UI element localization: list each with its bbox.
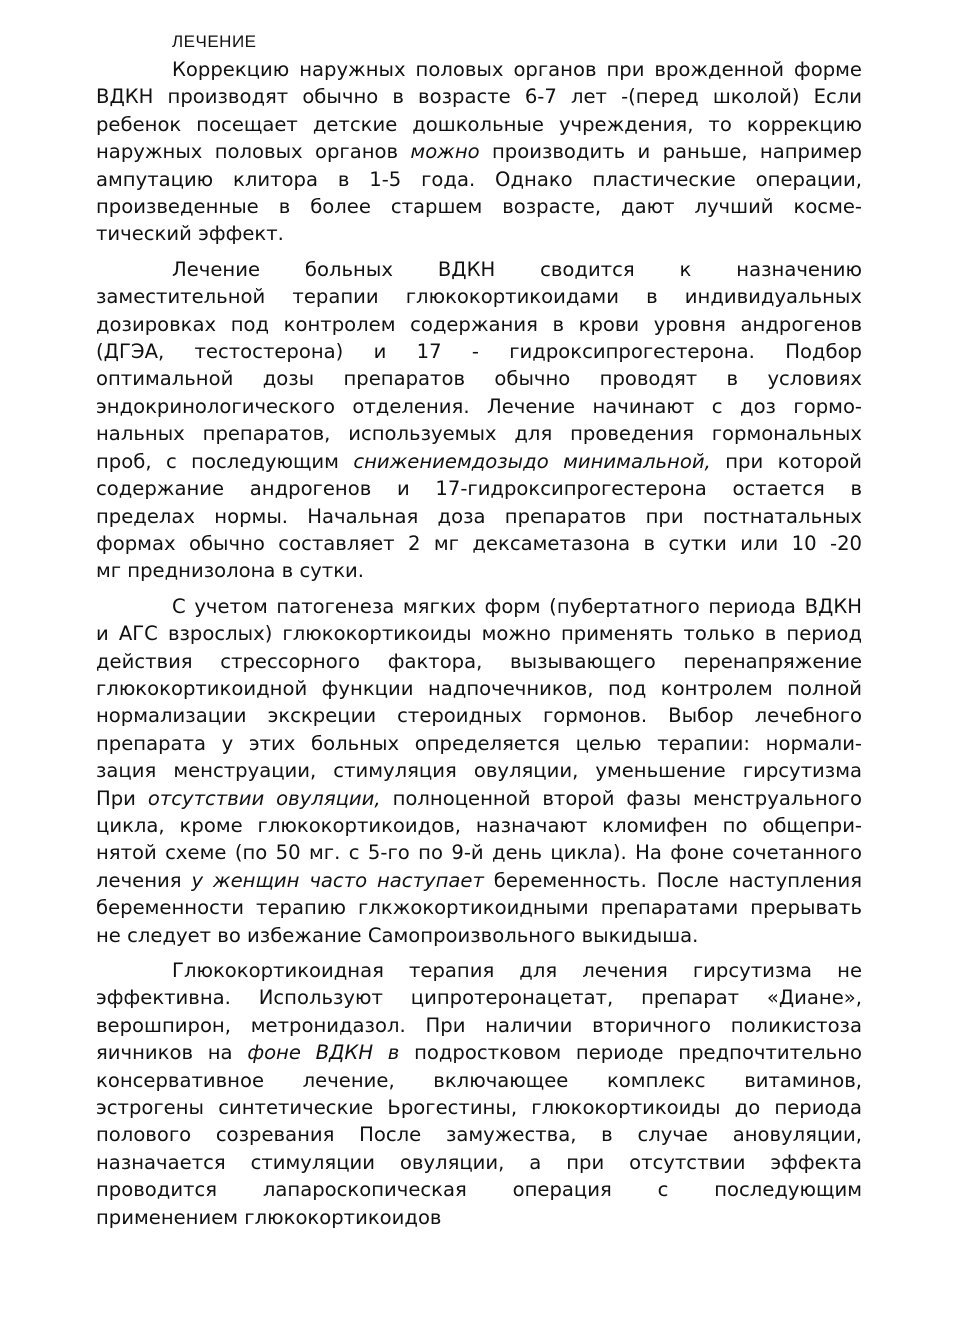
text-segment: пределах нормы. Начальная доза препаратов при постнатальных [96,504,862,528]
text-line [96,256,862,283]
text-segment: формах обычно составляет 2 мг дексаметазона в сутки или 10 -20 [96,531,862,555]
text-segment: назначается стимуляции овуляции, а при отсутствии эффекта [96,1150,862,1174]
text-segment: заместительной терапии глюкокортикоидами в индивидуальных [96,285,862,309]
italic-text: фоне ВДКН в [247,1041,400,1065]
text-segment: нормализации экскреции стероидных гормонов. Выбор лечебного [96,704,862,728]
text-segment: Коррекцию наружных половых органов при врожденной форме [172,58,862,81]
text-segment: применением глюкокортикоидов [96,1205,442,1229]
text-line [96,1094,862,1121]
text-line [96,220,862,247]
text-segment: полового созревания После замужества, в случае ановуляции, [96,1123,862,1147]
text-line [96,1149,862,1176]
text-segment: ребенок посещает детские дошкольные учреждения, то коррекцию [96,112,862,136]
text-line [96,867,862,894]
text-segment: эндокринологического отделения. Лечение начинают с доз гормо- [96,394,862,418]
text-line [96,1204,862,1231]
text-line [96,111,862,138]
section-heading: ЛЕЧЕНИЕ [172,32,257,51]
text-line [96,730,862,757]
paragraph [96,957,862,1231]
text-segment: яичников на [96,1041,248,1065]
text-line [96,338,862,365]
text-line [96,957,862,984]
text-line [96,620,862,647]
paragraph [96,256,862,585]
text-line [96,702,862,729]
text-segment: не следует во избежание Самопроизвольного выкидыша. [96,923,699,947]
text-line [96,1039,862,1066]
text-segment: и АГС взрослых) глюкокортикоиды можно применять только в период [96,622,862,646]
text-segment: производить и раньше, например [479,140,862,164]
text-line [96,894,862,921]
text-segment: С учетом патогенеза мягких форм (пубертатного периода ВДКН [172,594,862,618]
text-line [96,503,862,530]
text-segment: наружных половых органов [96,140,411,164]
text-line [96,365,862,392]
paragraph [96,56,862,248]
text-line [96,593,862,620]
text-line [96,922,862,949]
text-segment: подростковом периоде предпочтительно [399,1041,862,1065]
text-segment: эстрогены синтетические Ьрогестины, глюкокортикоиды до периода [96,1096,862,1120]
italic-text: можно [410,140,480,164]
text-line [96,648,862,675]
text-segment: Лечение больных ВДКН сводится к назначению [172,257,862,281]
text-segment: беременность. После наступления [483,868,862,892]
text-line [96,675,862,702]
text-segment: препарата у этих больных определяется целью терапии: нормали- [96,731,862,755]
text-segment: При [96,786,148,810]
text-line [96,138,862,165]
italic-text: отсутствии овуляции, [147,786,381,810]
text-segment: произведенные в более старшем возрасте, дают лучший космe- [96,195,862,219]
text-segment: полноценной второй фазы менструального [380,786,862,810]
text-line [96,1012,862,1039]
text-line [96,193,862,220]
text-segment: содержание андрогенов и 17-гидроксипрогестерона остается в [96,477,862,501]
text-line [96,83,862,110]
text-line [96,475,862,502]
text-line [96,1067,862,1094]
text-line [96,1121,862,1148]
text-segment: (ДГЭА, тестостерона) и 17 - гидроксипрогестерона. Подбор [96,340,862,364]
text-line [96,984,862,1011]
text-segment: при которой [710,449,862,473]
text-segment: консервативное лечение, включающее комплекс витаминов, [96,1068,862,1092]
text-segment: ВДКН производят обычно в возрасте 6-7 лет -(перед школой) Если [96,85,862,109]
text-segment: тический эффект. [96,222,284,246]
text-line [96,812,862,839]
text-segment: действия стрессорного фактора, вызывающего перенапряжение [96,649,862,673]
text-segment: дозировках под контролем содержания в крови уровня андрогенов [96,312,862,336]
text-segment: ампутацию клитора в 1-5 года. Однако пластические операции, [96,167,862,191]
text-segment: верошпирон, метронидазол. При наличии вторичного поликистоза [96,1013,862,1037]
text-line [96,785,862,812]
text-segment: проб, с последующим [96,449,354,473]
text-line [96,420,862,447]
text-segment: лечения [96,868,192,892]
text-segment: Глюкокортикоидная терапия для лечения гирсутизма не [172,959,862,982]
text-segment: проводится лапароскопическая операция с последующим [96,1178,862,1202]
text-segment: оптимальной дозы препаратов обычно проводят в условиях [96,367,862,391]
text-segment: цикла, кроме глюкокортикоидов, назначают кломифен по общепри- [96,813,862,837]
italic-text: снижениемдозыдо минимальной, [353,449,711,473]
text-segment: беременности терапию глкжокортикоидными препаратами прерывать [96,896,862,920]
paragraph [96,593,862,949]
text-segment: нальных препаратов, используемых для проведения гормональных [96,422,862,446]
text-line [96,757,862,784]
text-line [96,311,862,338]
text-segment: эффективна. Используют ципротеронацетат, препарат «Диане», [96,986,862,1010]
text-line [96,393,862,420]
text-segment: мг преднизолона в сутки. [96,559,365,583]
text-segment: зация менструации, стимуляция овуляции, уменьшение гирсутизма [96,759,862,783]
text-line [96,530,862,557]
text-line [96,839,862,866]
text-line [96,1176,862,1203]
text-line [96,56,862,83]
text-line [96,166,862,193]
document-page [96,30,862,1239]
text-line [96,283,862,310]
italic-text: у женщин часто наступает [191,868,484,892]
text-line [96,557,862,584]
document-body [96,56,862,1231]
text-segment: глюкокортикоидной функции надпочечников, под контролем полной [96,676,862,700]
text-line [96,448,862,475]
text-segment: нятой схеме (по 50 мг. с 5-го по 9-й день цикла). На фоне сочетанного [96,841,862,865]
